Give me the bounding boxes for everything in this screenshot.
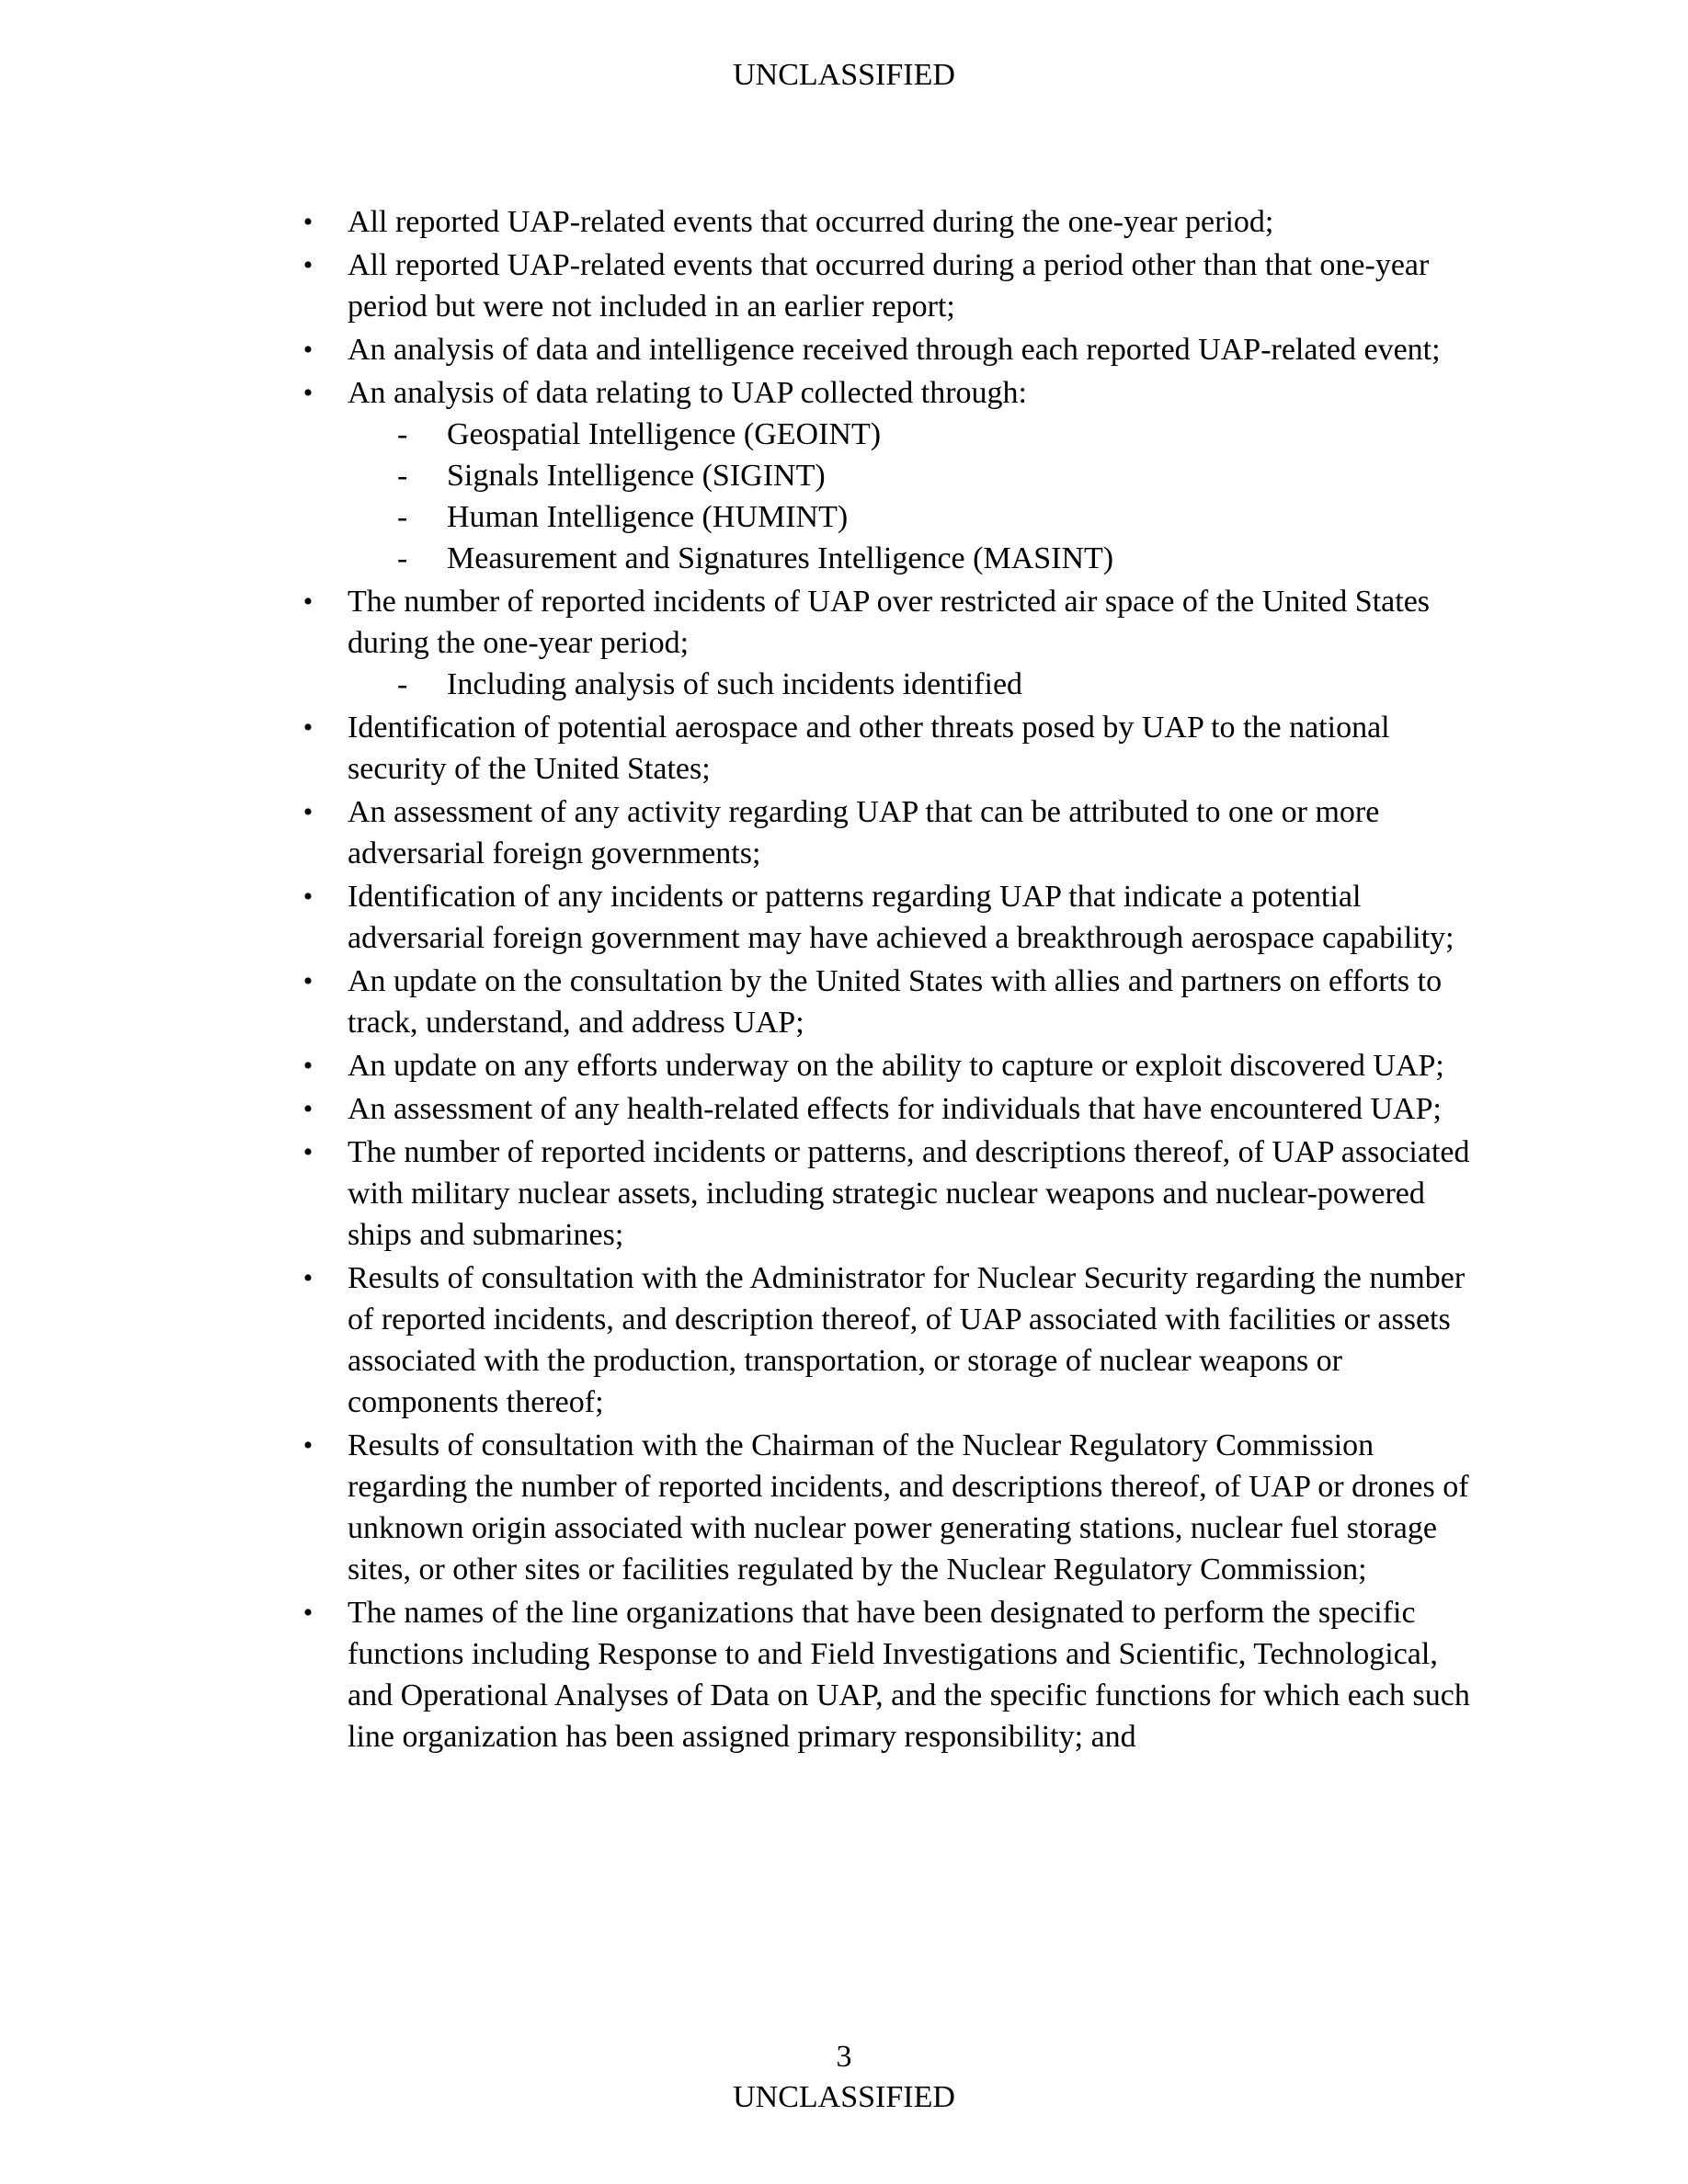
list-item <box>0 245 1483 327</box>
bullet-icon: • <box>302 378 314 408</box>
list-item-text: An assessment of any health-related effects for individuals that have encountered UAP; <box>348 1092 1442 1126</box>
dash-icon: - <box>397 667 408 701</box>
bullet-icon: • <box>302 1051 314 1081</box>
bullet-icon: • <box>302 712 314 743</box>
list-item <box>0 876 1483 959</box>
dash-icon: - <box>397 459 408 493</box>
page-number: 3 <box>836 2040 852 2074</box>
sub-list-item <box>348 664 1483 705</box>
list-item <box>0 372 1483 579</box>
list-item-text: An assessment of any activity regarding UAP that can be attributed to one or more adversarial foreign governments; <box>348 795 1380 870</box>
bullet-icon: • <box>302 1094 314 1124</box>
footer-classification-marking: UNCLASSIFIED <box>733 2080 955 2114</box>
list-item-text: Results of consultation with the Chairman of the Nuclear Regulatory Commission regarding the number of reported incidents, and descriptions thereof, of UAP or drones of unknown origin associated with nuclear power generating stations, nuclear fuel storage sites, or other sites or facilities regulated by the Nuclear Regulatory Commission; <box>348 1428 1469 1587</box>
bullet-icon: • <box>302 1137 314 1167</box>
bullet-icon: • <box>302 1430 314 1461</box>
list-item-text: Identification of potential aerospace and other threats posed by UAP to the national security of the United States; <box>348 711 1390 786</box>
bullet-icon: • <box>302 1598 314 1628</box>
header-classification-marking: UNCLASSIFIED <box>733 58 955 92</box>
list-item <box>0 201 1483 243</box>
requirements-bullet-list <box>0 201 1688 1757</box>
bullet-icon: • <box>302 882 314 912</box>
bullet-icon: • <box>302 250 314 280</box>
sub-list-item <box>348 455 1483 496</box>
list-item-text: Results of consultation with the Administrator for Nuclear Security regarding the number of reported incidents, and description thereof, of UAP associated with facilities or assets associated with the production, transportation, or storage of nuclear weapons or components thereof; <box>348 1261 1466 1419</box>
sub-list-item <box>348 538 1483 579</box>
bullet-icon: • <box>302 797 314 827</box>
list-item <box>0 1132 1483 1256</box>
list-item <box>0 329 1483 370</box>
list-item <box>0 707 1483 790</box>
list-item <box>0 1088 1483 1130</box>
list-item-text: All reported UAP-related events that occurred during a period other than that one-year period but were not included in an earlier report; <box>348 248 1430 324</box>
dash-icon: - <box>397 500 408 534</box>
list-item-text: The number of reported incidents or patterns, and descriptions thereof, of UAP associated with military nuclear assets, including strategic nuclear weapons and nuclear-powered ships and submarines; <box>348 1135 1470 1252</box>
document-body <box>0 201 1688 1759</box>
list-item-text: An analysis of data relating to UAP collected through: <box>348 376 1028 410</box>
dash-icon: - <box>397 541 408 575</box>
bullet-icon: • <box>302 335 314 365</box>
bullet-icon: • <box>302 586 314 617</box>
list-item-text: An analysis of data and intelligence received through each reported UAP-related event; <box>348 333 1441 367</box>
list-item <box>0 1257 1483 1423</box>
collection-methods-sub-list <box>348 414 1483 579</box>
sub-list-item-text: Human Intelligence (HUMINT) <box>447 500 849 534</box>
list-item-text: An update on the consultation by the United States with allies and partners on efforts to track, understand, and address UAP; <box>348 964 1443 1040</box>
restricted-airspace-sub-list <box>348 664 1483 705</box>
bullet-icon: • <box>302 966 314 996</box>
list-item <box>0 581 1483 705</box>
sub-list-item <box>348 414 1483 455</box>
list-item-text: An update on any efforts underway on the ability to capture or exploit discovered UAP; <box>348 1049 1444 1083</box>
bullet-icon: • <box>302 1263 314 1293</box>
list-item <box>0 1425 1483 1590</box>
sub-list-item-text: Measurement and Signatures Intelligence (MASINT) <box>447 541 1114 575</box>
list-item-text: Identification of any incidents or patterns regarding UAP that indicate a potential adversarial foreign government may have achieved a breakthrough aerospace capability; <box>348 880 1454 955</box>
list-item-text: All reported UAP-related events that occurred during the one-year period; <box>348 205 1274 239</box>
list-item <box>0 1045 1483 1086</box>
list-item-text: The number of reported incidents of UAP over restricted air space of the United States during the one-year period; <box>348 585 1431 660</box>
bullet-icon: • <box>302 207 314 237</box>
list-item <box>0 791 1483 874</box>
sub-list-item-text: Geospatial Intelligence (GEOINT) <box>447 417 882 451</box>
list-item <box>0 961 1483 1043</box>
dash-icon: - <box>397 417 408 451</box>
sub-list-item <box>348 496 1483 538</box>
sub-list-item-text: Including analysis of such incidents identified <box>447 667 1023 701</box>
list-item <box>0 1592 1483 1757</box>
sub-list-item-text: Signals Intelligence (SIGINT) <box>447 459 826 493</box>
list-item-text: The names of the line organizations that have been designated to perform the specific functions including Response to and Field Investigations and Scientific, Technological, and Operational Analyses of Data on UAP, and the specific functions for which each such line organization has been assigned primary responsibility; and <box>348 1596 1470 1754</box>
